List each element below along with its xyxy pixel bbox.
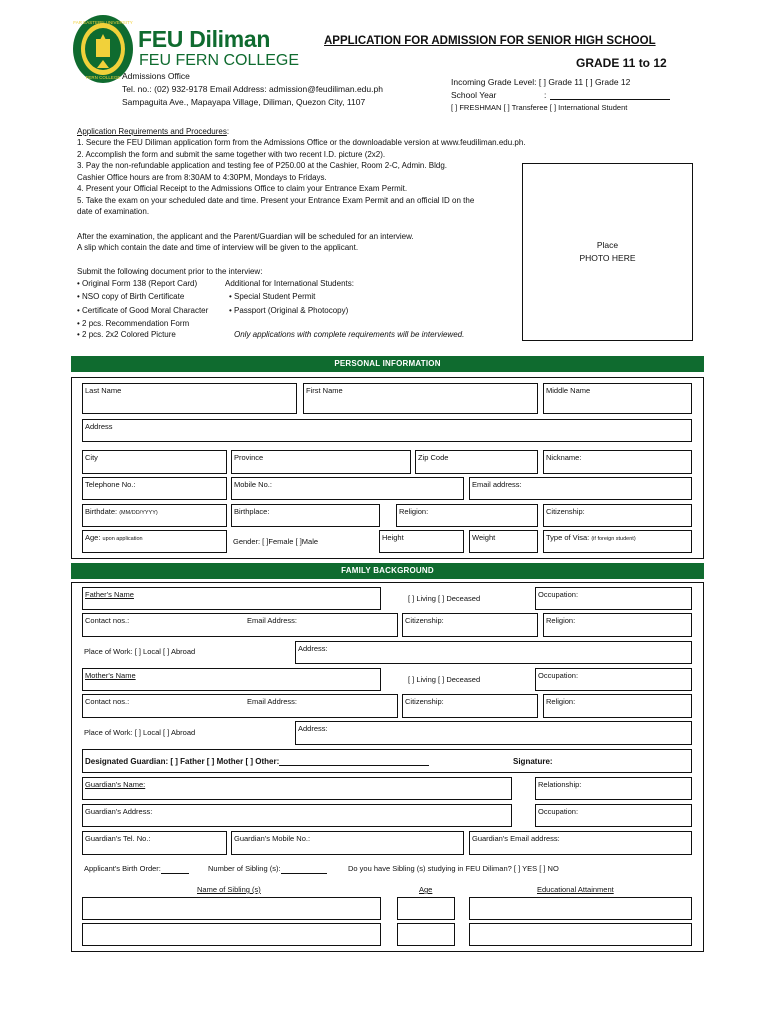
admissions-office: Admissions Office xyxy=(122,71,190,81)
sibling-1-age-field[interactable] xyxy=(397,897,455,920)
mother-citizenship-label: Citizenship: xyxy=(405,697,444,706)
middle-name-label: Middle Name xyxy=(546,386,591,395)
first-name-field[interactable] xyxy=(303,383,538,414)
interview-note-2: A slip which contain the date and time of interview will be given to the applicant. xyxy=(77,243,359,252)
seal-ring-top: FAR EASTERN UNIVERSITY xyxy=(73,20,133,25)
seal-ring-bottom: FERN COLLEGE xyxy=(85,75,121,80)
school-year-colon: : xyxy=(544,90,547,100)
school-contact: Tel. no.: (02) 932-9178 Email Address: admission@feudiliman.edu.ph xyxy=(122,84,383,94)
father-name-label: Father's Name xyxy=(85,590,134,599)
form-grade: GRADE 11 to 12 xyxy=(576,56,667,70)
gender-options[interactable]: Gender: [ ]Female [ ]Male xyxy=(233,537,319,546)
mother-citizenship-field[interactable] xyxy=(402,694,538,718)
birthplace-label: Birthplace: xyxy=(234,507,270,516)
email-field[interactable] xyxy=(469,477,692,500)
height-label: Height xyxy=(382,533,404,542)
father-email-label: Email Address: xyxy=(247,616,298,625)
zip-code-field[interactable] xyxy=(415,450,538,474)
doc-5: • 2 pcs. 2x2 Colored Picture xyxy=(77,330,176,339)
telephone-label: Telephone No.: xyxy=(85,480,136,489)
age-field[interactable] xyxy=(82,530,227,553)
submit-heading: Submit the following document prior to the interview: xyxy=(77,267,263,276)
guardian-tel-label: Guardian's Tel. No.: xyxy=(85,834,151,843)
birthdate-field[interactable] xyxy=(82,504,227,527)
incoming-grade-level[interactable]: Incoming Grade Level: [ ] Grade 11 [ ] Grade 12 xyxy=(451,77,631,87)
sibling-1-name-field[interactable] xyxy=(82,897,381,920)
birth-order-row xyxy=(84,864,189,874)
step-3-hours: Cashier Office hours are from 8:30AM to 4:30PM, Mondays to Fridays. xyxy=(77,172,327,182)
father-place-of-work[interactable]: Place of Work: [ ] Local [ ] Abroad xyxy=(84,647,196,656)
mother-occupation-label: Occupation: xyxy=(538,671,579,680)
doc-1: • Original Form 138 (Report Card) xyxy=(77,279,198,288)
birthplace-field[interactable] xyxy=(231,504,380,527)
school-year-label: School Year xyxy=(451,90,497,100)
mother-name-label: Mother's Name xyxy=(85,671,136,680)
photo-label-2: PHOTO HERE xyxy=(579,253,636,263)
father-occupation-field[interactable] xyxy=(535,587,692,610)
school-address: Sampaguita Ave., Mapayapa Village, Diliman, Quezon City, 1107 xyxy=(122,97,366,107)
age-label: Age: xyxy=(85,533,101,542)
guardian-mobile-label: Guardian's Mobile No.: xyxy=(234,834,311,843)
email-label: Email address: xyxy=(472,480,522,489)
school-year-field[interactable] xyxy=(550,99,670,100)
guardian-occupation-field[interactable] xyxy=(535,804,692,827)
guardian-email-field[interactable] xyxy=(469,831,692,855)
signature-label: Signature: xyxy=(513,757,553,766)
telephone-field[interactable] xyxy=(82,477,227,500)
designated-guardian-options[interactable]: Designated Guardian: [ ] Father [ ] Mother [ ] Other: xyxy=(85,757,280,766)
form-title: APPLICATION FOR ADMISSION FOR SENIOR HIGH SCHOOL xyxy=(324,35,656,47)
sibling-2-name-field[interactable] xyxy=(82,923,381,946)
last-name-label: Last Name xyxy=(85,386,122,395)
interview-note-1: After the examination, the applicant and the Parent/Guardian will be scheduled for an interview. xyxy=(77,232,414,241)
sibling-count-blank[interactable] xyxy=(281,873,327,874)
school-name: FEU Diliman xyxy=(138,26,271,52)
sibling-age-col-header: Age xyxy=(419,885,433,894)
mother-living-status[interactable]: [ ] Living [ ] Deceased xyxy=(408,675,481,684)
requirements-section xyxy=(77,127,526,217)
doc-2: • NSO copy of Birth Certificate xyxy=(77,292,185,301)
city-field[interactable] xyxy=(82,450,227,474)
last-name-field[interactable] xyxy=(82,383,297,414)
step-5-cont: date of examination. xyxy=(77,207,150,216)
guardian-address-label: Guardian's Address: xyxy=(85,807,153,816)
zip-code-label: Zip Code xyxy=(418,453,449,462)
father-citizenship-field[interactable] xyxy=(402,613,538,637)
first-name-label: First Name xyxy=(306,386,343,395)
sibling-1-edu-field[interactable] xyxy=(469,897,692,920)
mother-occupation-field[interactable] xyxy=(535,668,692,691)
step-5: 5. Take the exam on your scheduled date and time. Present your Entrance Exam Permit and an official ID on the xyxy=(77,195,475,205)
father-contact-field[interactable] xyxy=(82,613,398,637)
father-religion-field[interactable] xyxy=(543,613,692,637)
height-field[interactable] xyxy=(379,530,464,553)
requirements-note: Only applications with complete requirements will be interviewed. xyxy=(234,330,465,339)
mother-name-field[interactable] xyxy=(82,668,381,691)
city-label: City xyxy=(85,453,98,462)
birthdate-hint: (MM/DD/YYYY) xyxy=(119,510,158,516)
applicant-status[interactable]: [ ] FRESHMAN [ ] Transferee [ ] International Student xyxy=(451,103,628,112)
weight-field[interactable] xyxy=(469,530,538,553)
father-religion-label: Religion: xyxy=(546,616,576,625)
religion-label: Religion: xyxy=(399,507,429,516)
mother-religion-label: Religion: xyxy=(546,697,576,706)
father-work-address-label: Address: xyxy=(298,644,328,653)
age-hint: upon application xyxy=(102,536,143,542)
siblings-feu-question[interactable]: Do you have Sibling (s) studying in FEU Diliman? [ ] YES [ ] NO xyxy=(348,864,559,873)
intl-doc-2: • Passport (Original & Photocopy) xyxy=(229,306,349,315)
step-1: 1. Secure the FEU Diliman application form from the Admissions Office or the downloadable version at www.feudiliman.edu.ph. xyxy=(77,138,526,147)
photo-label-1: Place xyxy=(596,240,619,250)
mother-contact-label: Contact nos.: xyxy=(85,697,130,706)
intl-doc-1: • Special Student Permit xyxy=(229,292,316,301)
mother-work-address-label: Address: xyxy=(298,724,328,733)
father-occupation-label: Occupation: xyxy=(538,590,579,599)
guardian-email-label: Guardian's Email address: xyxy=(472,834,560,843)
birthdate-label: Birthdate: xyxy=(85,507,118,516)
mobile-label: Mobile No.: xyxy=(234,480,272,489)
sibling-count-row xyxy=(208,864,327,874)
address-label: Address xyxy=(85,422,113,431)
address-field[interactable] xyxy=(82,419,692,442)
guardian-relationship-field[interactable] xyxy=(535,777,692,800)
nickname-label: Nickname: xyxy=(546,453,582,462)
religion-field[interactable] xyxy=(396,504,538,527)
citizenship-field[interactable] xyxy=(543,504,692,527)
family-background-header: FAMILY BACKGROUND xyxy=(71,563,704,579)
mother-email-label: Email Address: xyxy=(247,697,298,706)
guardian-mobile-field[interactable] xyxy=(231,831,464,855)
mother-contact-field[interactable] xyxy=(82,694,398,718)
guardian-address-field[interactable] xyxy=(82,804,512,827)
sibling-count-label: Number of Sibling (s): xyxy=(208,864,281,873)
birth-order-label: Applicant's Birth Order: xyxy=(84,864,161,873)
doc-3: • Certificate of Good Moral Character xyxy=(77,306,209,315)
father-work-address-field[interactable] xyxy=(295,641,692,664)
father-contact-label: Contact nos.: xyxy=(85,616,130,625)
citizenship-label: Citizenship: xyxy=(546,507,585,516)
mother-place-of-work[interactable]: Place of Work: [ ] Local [ ] Abroad xyxy=(84,728,196,737)
step-4: 4. Present your Official Receipt to the Admissions Office to claim your Entrance Exam Permit. xyxy=(77,184,408,193)
guardian-name-label: Guardian's Name: xyxy=(85,780,146,789)
doc-4: • 2 pcs. Recommendation Form xyxy=(77,319,190,328)
mobile-field[interactable] xyxy=(231,477,464,500)
visa-field[interactable] xyxy=(543,530,692,553)
sibling-edu-col-header: Educational Attainment xyxy=(537,885,614,894)
school-sub-name: FEU FERN COLLEGE xyxy=(139,52,300,69)
nickname-field[interactable] xyxy=(543,450,692,474)
weight-label: Weight xyxy=(472,533,496,542)
birth-order-blank[interactable] xyxy=(161,873,189,874)
guardian-tel-field[interactable] xyxy=(82,831,227,855)
mother-work-address-field[interactable] xyxy=(295,721,692,745)
visa-label: Type of Visa: xyxy=(546,533,590,542)
province-field[interactable] xyxy=(231,450,411,474)
sibling-2-edu-field[interactable] xyxy=(469,923,692,946)
father-name-field[interactable] xyxy=(82,587,381,610)
requirements-colon: : xyxy=(226,127,230,136)
personal-info-header: PERSONAL INFORMATION xyxy=(71,356,704,372)
step-2: 2. Accomplish the form and submit the same together with two recent I.D. picture (2x2). xyxy=(77,149,386,159)
mother-religion-field[interactable] xyxy=(543,694,692,718)
middle-name-field[interactable] xyxy=(543,383,692,414)
requirements-heading: Application Requirements and Procedures xyxy=(77,127,227,136)
guardian-name-field[interactable] xyxy=(82,777,512,800)
father-citizenship-label: Citizenship: xyxy=(405,616,444,625)
guardian-relationship-label: Relationship: xyxy=(538,780,582,789)
visa-hint: (if foreign student) xyxy=(591,536,636,542)
photo-box[interactable] xyxy=(522,163,693,341)
sibling-name-col-header: Name of Sibling (s) xyxy=(197,885,261,894)
sibling-2-age-field[interactable] xyxy=(397,923,455,946)
step-3: 3. Pay the non-refundable application and testing fee of P250.00 at the Cashier, Room 2-C, Admin. Bldg. xyxy=(77,161,448,170)
father-living-status[interactable]: [ ] Living [ ] Deceased xyxy=(408,594,481,603)
guardian-occupation-label: Occupation: xyxy=(538,807,579,816)
other-guardian-blank[interactable] xyxy=(279,765,429,766)
intl-heading: Additional for International Students: xyxy=(225,279,354,288)
designated-guardian-row xyxy=(82,749,692,773)
province-label: Province xyxy=(234,453,264,462)
